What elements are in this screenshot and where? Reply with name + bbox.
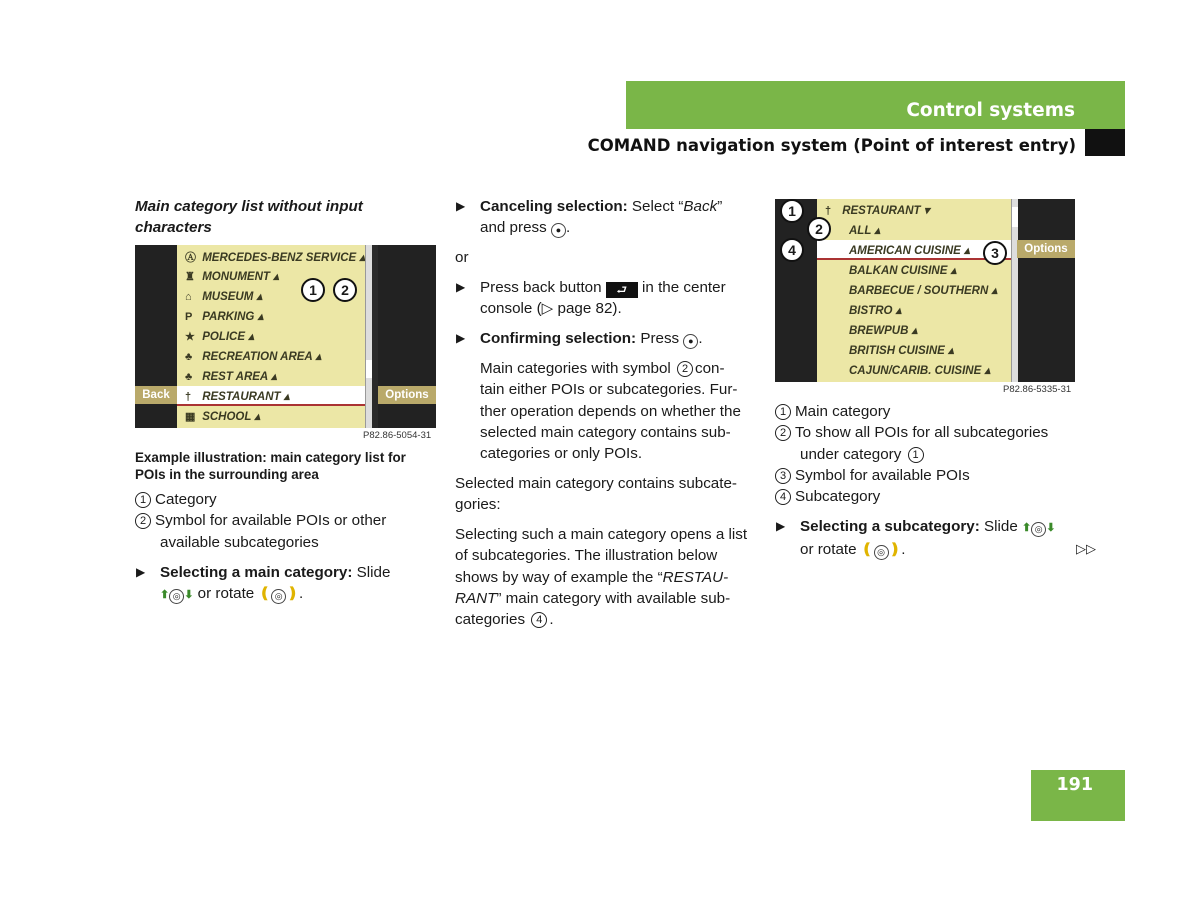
screenshot-main-category [135,245,436,428]
list-item-selected[interactable]: † RESTAURANT ▴ [177,386,371,404]
restaurant-icon: † [185,391,192,403]
legend-number: 2 [135,513,151,529]
back-softkey[interactable]: Back [135,386,177,404]
bullet-arrow-icon: ▶ [456,331,466,345]
figure-caption: Example illustration: main category list for POIs in the surrounding area [135,450,406,482]
service-icon: Ⓐ [185,252,196,264]
list-item[interactable]: BARBECUE / SOUTHERN ▴ [849,285,998,297]
school-icon: ▦ [185,411,196,423]
controller-icon: ◎ [271,589,286,604]
example-paragraph: Selecting such a main category opens a list of subcategories. The illustration below shows by way of example the “RESTAU- RANT” main category with available sub- categories 4 . [455,526,748,629]
list-item[interactable]: ★ POLICE ▴ [185,331,254,343]
callout-1: 1 [780,199,804,223]
left-legend: 1 Category 2 Symbol for available POIs or other available subcategories [135,489,435,553]
back-button-icon: ⮐ [606,282,638,298]
callout-1: 1 [301,278,325,302]
category-list [177,245,371,428]
symbol-paragraph: Main categories with symbol 2 con- tain either POIs or subcategories. Fur- ther operation depends on whether the selected main category contains sub- categories or only POIs. [480,360,741,463]
slide-arrows-icon: ⬆ [160,589,170,602]
list-item[interactable]: ▦ SCHOOL ▴ [185,411,261,423]
monument-icon: ♜ [185,271,195,283]
slide-arrows-icon: ⬆ [1022,522,1032,534]
controller-icon: ◎ [1031,522,1046,537]
bullet-arrow-icon: ▶ [456,280,466,294]
screenshot-subcategory [775,199,1075,382]
options-softkey[interactable]: Options [378,386,436,404]
or-text: or [455,249,469,266]
page-number: 191 [1056,775,1093,795]
figure-ref: P82.86-5335-31 [1003,384,1072,395]
header-marker [1085,129,1125,156]
list-item[interactable]: ♣ REST AREA ▴ [185,371,277,383]
continue-icon: ▷▷ [1076,541,1096,556]
controller-icon: ◎ [169,589,184,604]
page-subtitle: COMAND navigation system (Point of interest entry) [587,136,1076,155]
scrollbar[interactable] [365,245,372,428]
scroll-thumb[interactable] [366,360,372,378]
legend-number: 3 [775,468,791,484]
legend-number: 1 [135,492,151,508]
controller-icon: ◎ [874,545,889,560]
legend-number: 1 [775,404,791,420]
rotate-left-icon: ❪ [258,585,272,603]
section-title: Control systems [906,100,1075,121]
tree-icon: ♣ [185,351,193,363]
callout-2: 2 [807,217,831,241]
right-legend: 1 Main category 2 To show all POIs for all subcategories under category 1 3 Symbol for available POIs 4 Subcategory [775,401,1105,507]
restaurant-icon: † [825,205,832,217]
tree-icon: ♣ [185,371,193,383]
slide-arrows-icon: ⬇ [184,589,194,602]
list-item-all[interactable]: ALL ▴ [849,225,881,237]
selection-underline [177,404,371,406]
list-item-selected[interactable]: AMERICAN CUISINE ▴ [817,240,1012,258]
list-item[interactable]: ⌂ MUSEUM ▴ [185,291,263,303]
bullet-arrow-icon: ▶ [456,199,466,213]
back-button-step: ▶ Press back button ⮐ in the center console (▷ page 82). [456,279,726,318]
list-item[interactable]: Ⓐ MERCEDES-BENZ SERVICE ▴ [185,249,365,265]
right-step: ▶ Selecting a subcategory: Slide ⬆ ◎ ⬇ or rotate ❪ ◎ ❫. [776,518,1056,559]
list-item[interactable]: ♣ RECREATION AREA ▴ [185,351,322,363]
subcategory-list [817,199,1012,382]
list-item[interactable]: BISTRO ▴ [849,305,902,317]
rotate-right-icon: ❫ [286,585,299,603]
scroll-thumb[interactable] [1012,207,1018,227]
parking-icon: P [185,311,193,323]
left-heading: Main category list without input characters [135,198,363,237]
figure-ref: P82.86-5054-31 [363,430,432,441]
legend-number: 2 [775,425,791,441]
list-item[interactable]: BALKAN CUISINE ▴ [849,265,957,277]
list-item[interactable]: ♜ MONUMENT ▴ [185,271,279,283]
slide-arrows-icon: ⬇ [1046,522,1056,534]
callout-4: 4 [780,238,804,262]
callout-3: 3 [983,241,1007,265]
list-item[interactable]: P PARKING ▴ [185,311,264,323]
bullet-arrow-icon: ▶ [776,519,786,533]
left-step: ▶ Selecting a main category: Slide ⬆ ◎ ⬇ or rotate ❪ ◎ ❫. [136,564,391,603]
police-icon: ★ [185,331,195,343]
rotate-right-icon: ❫ [888,541,902,559]
callout-2: 2 [333,278,357,302]
list-item[interactable]: BRITISH CUISINE ▴ [849,345,954,357]
press-controller-icon: ● [551,223,566,238]
museum-icon: ⌂ [185,291,192,303]
press-controller-icon: ● [683,334,698,349]
rotate-left-icon: ❪ [860,541,874,559]
selection-underline [817,258,1012,260]
options-softkey[interactable]: Options [1017,240,1075,258]
legend-number: 4 [775,489,791,505]
list-item-main-category[interactable]: † RESTAURANT ▾ [825,205,930,217]
confirm-step: ▶ Confirming selection: Press ● . [480,328,760,349]
bullet-arrow-icon: ▶ [136,565,146,579]
list-item[interactable]: BREWPUB ▴ [849,325,918,337]
screen-right-panel [1017,199,1075,382]
subcategory-paragraph: Selected main category contains subcate- gories: [455,475,737,514]
scrollbar[interactable] [1011,199,1018,382]
cancel-step: ▶ Canceling selection: Select “Back” and press ● . [456,198,723,237]
list-item[interactable]: CAJUN/CARIB. CUISINE ▴ [849,365,991,377]
